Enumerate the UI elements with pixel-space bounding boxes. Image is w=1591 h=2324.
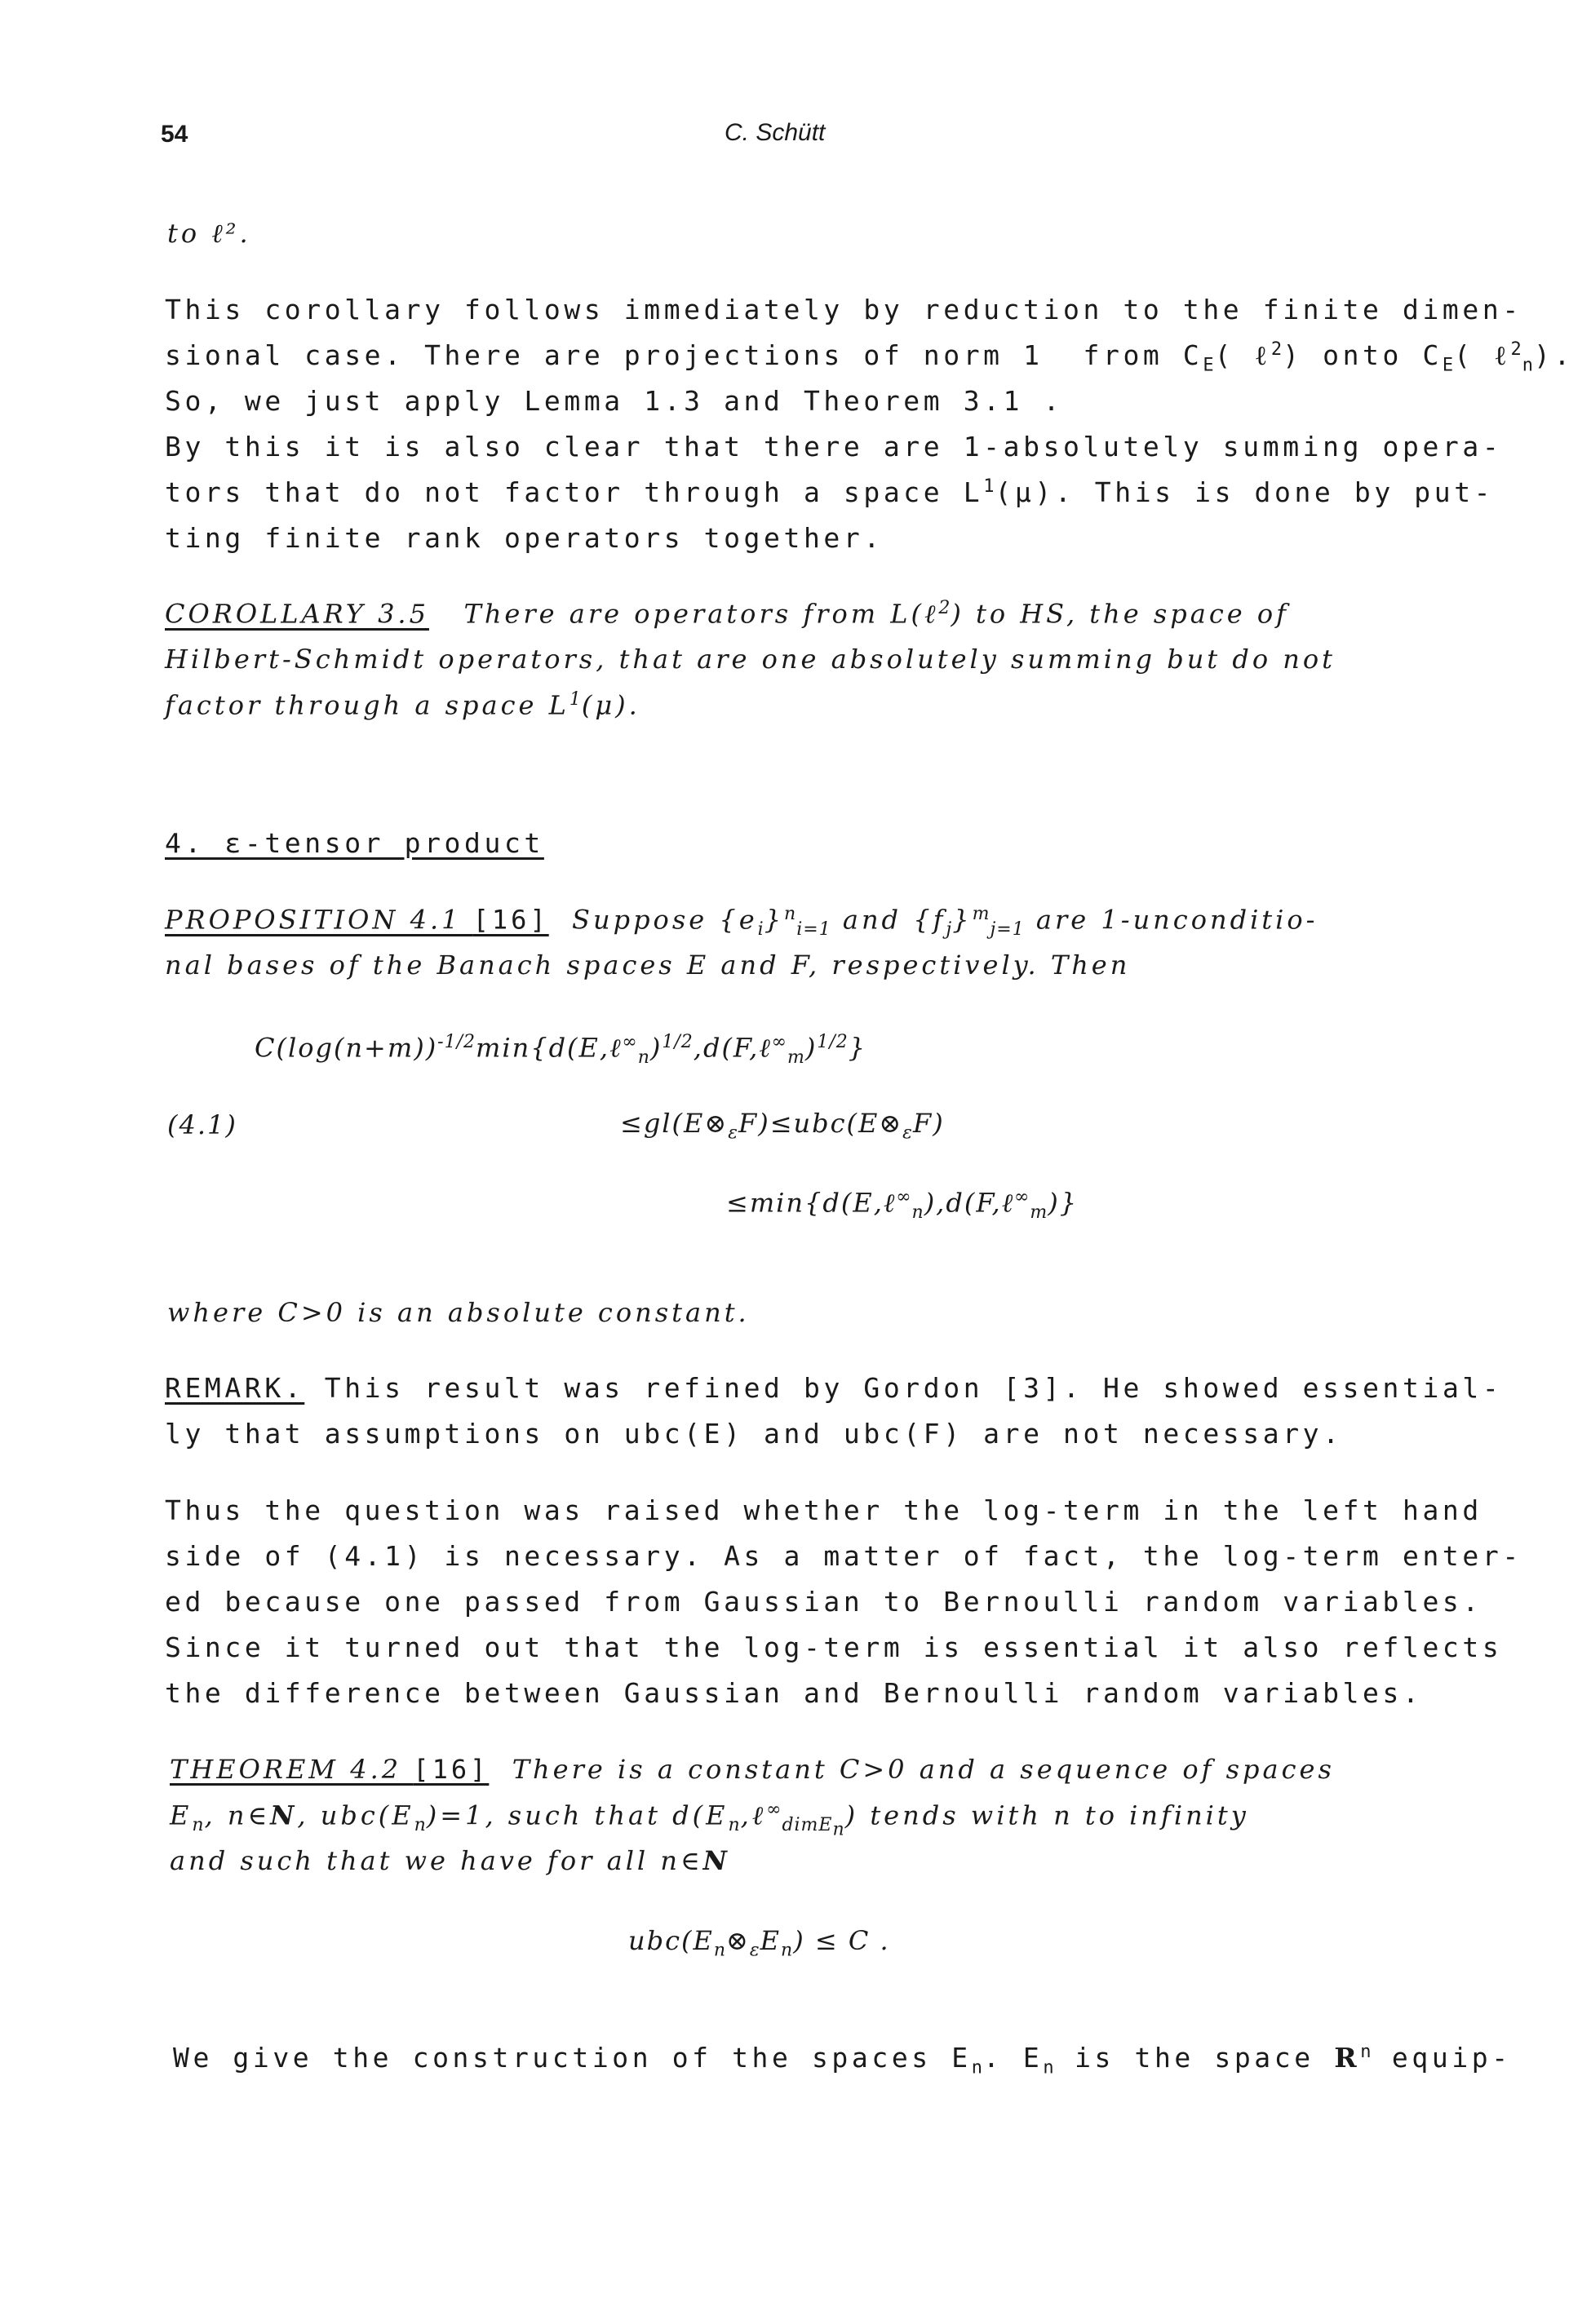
theorem-4-2-line-2: $E_n$, n∈N, $ubc(E_n)=1$, such that $d(E_n,\ell^\infty_{dimE_n})$ tends with n to infinity: [170, 1799, 1249, 1840]
corollary-3-5-label: COROLLARY 3.5: [165, 598, 429, 630]
formula-4-1-line-1: $C(\log(n+m))^{-1/2}\min\{d(E,\ell^\infty_n)^{1/2},d(F,\ell^\infty_m)^{1/2}\}$: [255, 1032, 867, 1069]
para-logterm-line-3: ed because one passed from Gaussian to Bernoulli random variables.: [165, 1586, 1482, 1618]
running-author: C. Schütt: [725, 119, 826, 146]
para-corollary-proof-line-5: tors that do not factor through a space $L^1(\mu)$. This is done by put-: [165, 476, 1495, 508]
para-corollary-proof-line-4: By this it is also clear that there are 1-absolutely summing opera-: [165, 431, 1503, 463]
proposition-4-1-line-1: PROPOSITION 4.1 [16] Suppose $\{e_i\}^n_{i=1}$ and $\{f_j\}^m_{j=1}$ are 1-unconditio-: [165, 904, 1318, 941]
remark-line-1: REMARK. This result was refined by Gordon [3]. He showed essential-: [165, 1372, 1503, 1404]
para-logterm-line-2: side of (4.1) is necessary. As a matter of fact, the log-term enter-: [165, 1540, 1522, 1572]
formula-4-1-label: (4.1): [167, 1109, 237, 1140]
page-number: 54: [161, 121, 188, 148]
text-tail: to ℓ².: [167, 218, 251, 249]
section-heading: 4. ε-tensor product: [165, 827, 544, 859]
formula-4-1-where: where C>0 is an absolute constant.: [167, 1297, 750, 1328]
proposition-4-1-line-2: nal bases of the Banach spaces E and F, respectively. Then: [165, 950, 1131, 981]
formula-4-1-line-2: $\le gl(E\otimes_\varepsilon F)\le ubc(E\otimes_\varepsilon F)$: [620, 1108, 945, 1144]
remark-label: REMARK.: [165, 1372, 305, 1404]
proposition-4-1-label: PROPOSITION 4.1 [16]: [165, 904, 549, 936]
para-construction-line-1: We give the construction of the spaces $E_n$. $E_n$ is the space $R^n$ equip-: [173, 2042, 1512, 2078]
para-logterm-line-4: Since it turned out that the log-term is essential it also reflects: [165, 1631, 1503, 1663]
formula-4-1-line-3: ≤min{d(E,ℓ∞$_n$),d(F,ℓ∞$_m$)}: [726, 1187, 1079, 1224]
para-corollary-proof-line-1: This corollary follows immediately by reduction to the finite dimen-: [165, 294, 1522, 325]
para-corollary-proof-line-6: ting finite rank operators together.: [165, 522, 884, 554]
corollary-3-5-line-3: factor through a space $L^1(\mu)$.: [165, 689, 640, 721]
para-logterm-line-5: the difference between Gaussian and Bernoulli random variables.: [165, 1677, 1423, 1709]
corollary-3-5-line-2: Hilbert-Schmidt operators, that are one absolutely summing but do not: [165, 644, 1336, 675]
para-corollary-proof-line-3: So, we just apply Lemma 1.3 and Theorem 3.1 .: [165, 385, 1064, 417]
theorem-4-2-formula: $ubc(E_n\otimes_\varepsilon E_n) \le C$ .: [628, 1925, 890, 1961]
para-logterm-line-1: Thus the question was raised whether the log-term in the left hand: [165, 1494, 1482, 1526]
theorem-4-2-label: THEOREM 4.2 [16]: [170, 1754, 490, 1785]
theorem-4-2-line-3: and such that we have for all n∈N: [170, 1845, 730, 1876]
para-corollary-proof-line-2: sional case. There are projections of norm 1 from $C_E$( ℓ$^2$) onto $C_E$( ℓ$^2_n$).: [165, 339, 1574, 376]
corollary-3-5-line-1: COROLLARY 3.5 There are operators from L(ℓ$^2$) to HS, the space of: [165, 598, 1289, 630]
theorem-4-2-line-1: THEOREM 4.2 [16] There is a constant C>0 and a sequence of spaces: [170, 1754, 1335, 1785]
remark-line-2: ly that assumptions on ubc(E) and ubc(F) are not necessary.: [165, 1418, 1343, 1450]
